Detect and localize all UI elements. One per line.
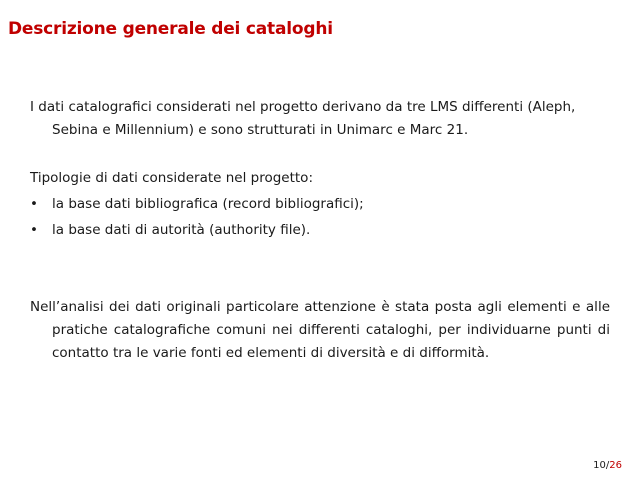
slide-title: Descrizione generale dei cataloghi (8, 19, 333, 39)
list-item-text: la base dati bibliografica (record bibliografici); (52, 196, 364, 212)
list-intro: Tipologie di dati considerate nel progetto: (30, 170, 313, 186)
page-number (593, 460, 622, 471)
list-item (30, 219, 610, 242)
list-item-text: la base dati di autorità (authority file). (52, 222, 311, 238)
page-current: 10 (593, 460, 606, 471)
analysis-paragraph: Nell’analisi dei dati originali particolare attenzione è stata posta agli elementi e alle pratiche catalografiche comuni nei differenti cataloghi, per individuarne punti di contatto tra le varie fonti ed elementi di diversità e di difformità. (30, 299, 610, 361)
bullet-icon: • (30, 196, 38, 212)
intro-paragraph: I dati catalografici considerati nel progetto derivano da tre LMS differenti (Aleph, Sebina e Millennium) e sono strutturati in Unimarc e Marc 21. (30, 99, 576, 138)
data-types-list (30, 193, 610, 242)
page-separator: / (605, 460, 610, 471)
page-total: 26 (609, 460, 622, 471)
spacer (30, 242, 610, 296)
bullet-icon: • (30, 222, 38, 238)
list-item (30, 193, 610, 216)
slide-body (30, 96, 610, 365)
